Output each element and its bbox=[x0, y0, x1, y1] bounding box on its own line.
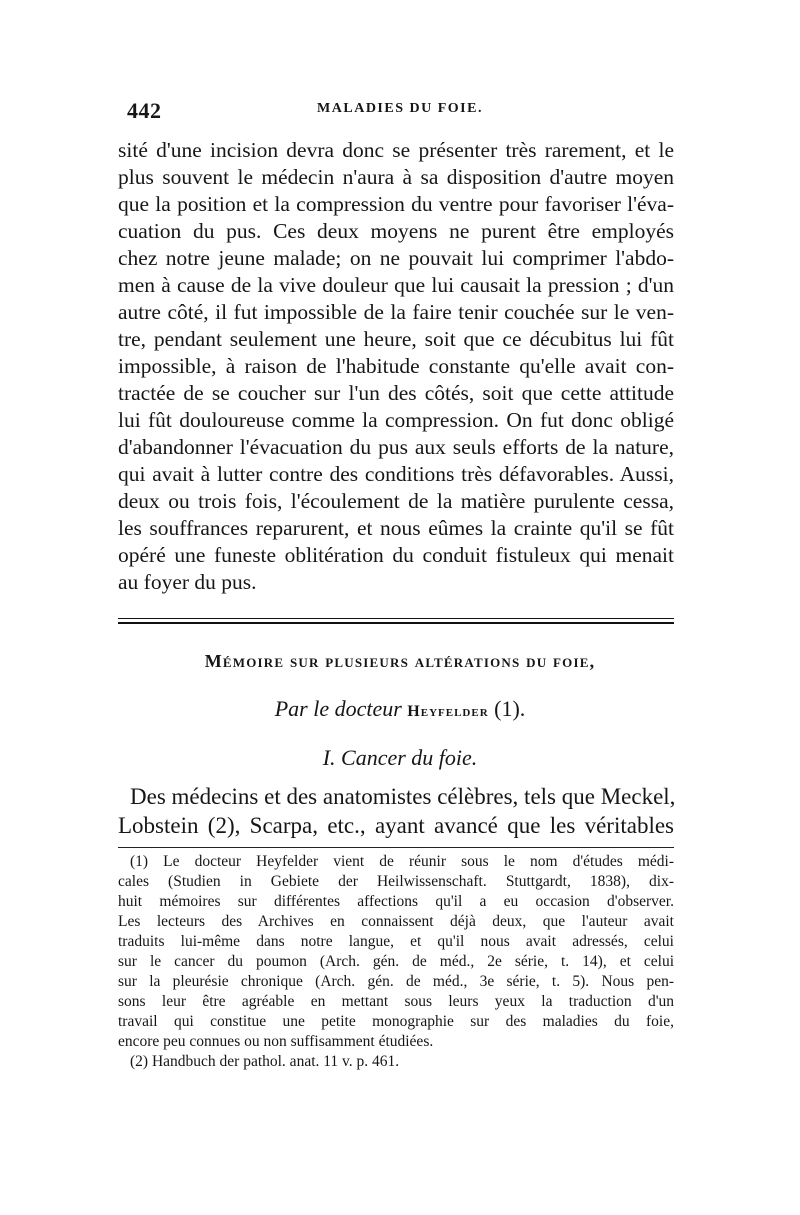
body-line: sité d'une incision devra donc se présenter très rarement, et le bbox=[118, 138, 674, 162]
footnote-line: huit mémoires sur différentes affections qu'il a eu occasion d'observer. bbox=[118, 893, 674, 910]
footnote-line: cales (Studien in Gebiete der Heilwissenschaft. Stuttgardt, 1838), dix- bbox=[118, 873, 674, 890]
body-line: deux ou trois fois, l'écoulement de la matière purulente cessa, bbox=[118, 489, 674, 513]
footnote-line: (2) Handbuch der pathol. anat. 11 v. p. 461. bbox=[130, 1053, 400, 1070]
footnote-line: (1) Le docteur Heyfelder vient de réunir sous le nom d'études médi- bbox=[130, 853, 674, 870]
body-line: qui avait à lutter contre des conditions très défavorables. Aussi, bbox=[118, 462, 674, 486]
author-footnote-ref: (1). bbox=[494, 696, 526, 721]
footnote-line: sons leur être agréable en mettant sous leurs yeux la traduction d'un bbox=[118, 993, 674, 1010]
body-line: impossible, à raison de l'habitude constante qu'elle avait con- bbox=[118, 354, 674, 378]
body-line: au foyer du pus. bbox=[118, 570, 257, 594]
memoir-title: Mémoire sur plusieurs altérations du foie, bbox=[204, 651, 596, 671]
footnote-line: travail qui constitue une petite monographie sur des maladies du foie, bbox=[118, 1013, 674, 1030]
author-name: Heyfelder bbox=[407, 703, 489, 720]
footnote-rule bbox=[118, 847, 674, 848]
footnote-line: sur le cancer du poumon (Arch. gén. de méd., 2e série, t. 14), et celui bbox=[118, 953, 674, 970]
body-line: que la position et la compression du ventre pour favoriser l'éva- bbox=[118, 192, 674, 216]
footnote-line: sur la pleurésie chronique (Arch. gén. de méd., 3e série, t. 5). Nous pen- bbox=[118, 973, 674, 990]
body-line: cuation du pus. Ces deux moyens ne purent être employés bbox=[118, 219, 674, 243]
body-line: autre côté, il fut impossible de la faire tenir couchée sur le ven- bbox=[118, 300, 674, 324]
body-line: tractée de se coucher sur l'un des côtés, soit que cette attitude bbox=[118, 381, 674, 405]
section-title: I. Cancer du foie. bbox=[322, 745, 478, 770]
body-line: lui fût douloureuse comme la compression. On fut donc obligé bbox=[118, 408, 674, 432]
footnote-line: encore peu connues ou non suffisamment étudiées. bbox=[118, 1033, 434, 1050]
section-divider-top bbox=[118, 618, 674, 619]
lead-line: Des médecins et des anatomistes célèbres, tels que Meckel, bbox=[130, 784, 676, 809]
memoir-author bbox=[0, 696, 800, 722]
body-line: plus souvent le médecin n'aura à sa disposition d'autre moyen bbox=[118, 165, 674, 189]
body-line: d'abandonner l'évacuation du pus aux seuls efforts de la nature, bbox=[118, 435, 674, 459]
body-line: opéré une funeste oblitération du conduit fistuleux qui menait bbox=[118, 543, 674, 567]
body-line: chez notre jeune malade; on ne pouvait lui comprimer l'abdo- bbox=[118, 246, 674, 270]
footnote-line: traduits lui-même dans notre langue, et qu'il nous avait adressés, celui bbox=[118, 933, 674, 950]
author-prefix: Par le docteur bbox=[274, 696, 402, 721]
body-line: tre, pendant seulement une heure, soit que ce décubitus lui fût bbox=[118, 327, 674, 351]
body-line: les souffrances reparurent, et nous eûmes la crainte qu'il se fût bbox=[118, 516, 674, 540]
running-title: MALADIES DU FOIE. bbox=[317, 101, 483, 116]
footnote-line: Les lecteurs des Archives en connaissent déjà deux, que l'auteur avait bbox=[118, 913, 674, 930]
lead-line: Lobstein (2), Scarpa, etc., ayant avancé que les véritables bbox=[118, 813, 674, 838]
section-divider-bottom bbox=[118, 622, 674, 624]
page-number: 442 bbox=[127, 98, 162, 123]
body-line: men à cause de la vive douleur que lui causait la pression ; d'un bbox=[118, 273, 674, 297]
